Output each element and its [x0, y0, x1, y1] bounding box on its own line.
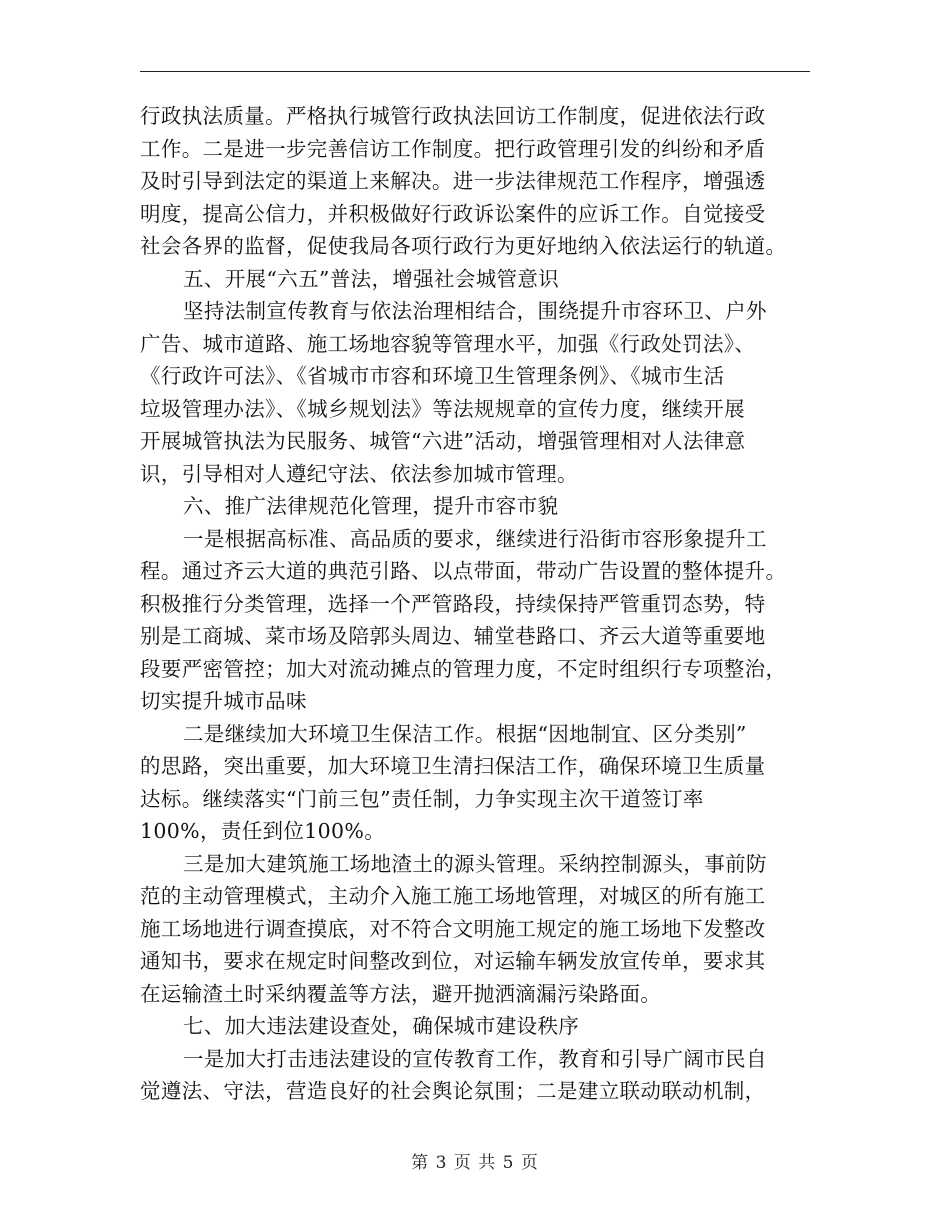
- text-line: 一是加大打击违法建设的宣传教育工作，教育和引导广阔市民自: [183, 1046, 767, 1071]
- text-line: 三是加大建筑施工场地渣土的源头管理。采纳控制源头，事前防: [183, 851, 767, 876]
- text-line: 别是工商城、菜市场及陪郭头周边、辅堂巷路口、齐云大道等重要地: [140, 624, 766, 648]
- text-line: 的思路，突出重要，加大环境卫生清扫保洁工作，确保环境卫生质量: [140, 754, 766, 778]
- text-line: 六、推广法律规范化管理，提升市容市貌: [183, 494, 559, 518]
- text-line: 积极推行分类管理，选择一个严管路段，持续保持严管重罚态势，特: [140, 591, 766, 616]
- text-line: 五、开展“六五”普法，增强社会城管意识: [183, 266, 560, 291]
- text-line: 坚持法制宣传教育与依法治理相结合，围绕提升市容环卫、户外: [183, 299, 767, 323]
- text-line: 识，引导相对人遵纪守法、依法参加城市管理。: [140, 461, 578, 486]
- text-line: 范的主动管理模式，主动介入施工施工场地管理，对城区的所有施工: [140, 884, 766, 908]
- text-line: 行政执法质量。严格执行城管行政执法回访工作制度，促进依法行政: [140, 104, 766, 128]
- text-line: 社会各界的监督，促使我局各项行政行为更好地纳入依法运行的轨道。: [140, 234, 787, 258]
- text-line: 通知书，要求在规定时间整改到位，对运输车辆发放宣传单，要求其: [140, 949, 766, 973]
- header-rule: [140, 71, 810, 72]
- text-line: 切实提升城市品味: [140, 689, 307, 713]
- text-line: 开展城管执法为民服务、城管“六进”活动，增强管理相对人法律意: [140, 429, 746, 453]
- page-number-label: 第 3 页 共 5 页: [411, 1153, 539, 1173]
- text-line: 觉遵法、守法，营造良好的社会舆论氛围；二是建立联动联动机制，: [140, 1079, 766, 1103]
- text-line: 明度，提高公信力，并积极做好行政诉讼案件的应诉工作。自觉接受: [140, 201, 766, 226]
- document-body: [140, 100, 812, 1108]
- text-line: 程。通过齐云大道的典范引路、以点带面，带动广告设置的整体提升。: [140, 559, 787, 583]
- text-line: 100%，责任到位100%。: [140, 819, 386, 843]
- text-line: 施工场地进行调查摸底，对不符合文明施工规定的施工场地下发整改: [140, 916, 766, 941]
- text-line: 段要严密管控；加大对流动摊点的管理力度，不定时组织行专项整治，: [140, 656, 787, 681]
- text-line: 《行政许可法》、《省城市市容和环境卫生管理条例》、《城市生活: [140, 364, 725, 388]
- text-line: 工作。二是进一步完善信访工作制度。把行政管理引发的纠纷和矛盾: [140, 136, 766, 161]
- text-line: 七、加大违法建设查处，确保城市建设秩序: [183, 1014, 580, 1038]
- page-footer: [0, 1152, 950, 1174]
- text-line: 二是继续加大环境卫生保洁工作。根据“因地制宜、区分类别”: [183, 721, 747, 746]
- text-line: 垃圾管理办法》、《城乡规划法》等法规规章的宣传力度，继续开展: [140, 396, 745, 421]
- text-line: 一是根据高标准、高品质的要求，继续进行沿街市容形象提升工: [183, 526, 767, 551]
- text-line: 广告、城市道路、施工场地容貌等管理水平，加强《行政处罚法》、: [140, 331, 756, 356]
- text-line: 在运输渣土时采纳覆盖等方法，避开抛洒滴漏污染路面。: [140, 981, 662, 1006]
- text-line: 达标。继续落实“门前三包”责任制，力争实现主次干道签订率: [140, 786, 704, 811]
- text-line: 及时引导到法定的渠道上来解决。进一步法律规范工作程序，增强透: [140, 169, 766, 193]
